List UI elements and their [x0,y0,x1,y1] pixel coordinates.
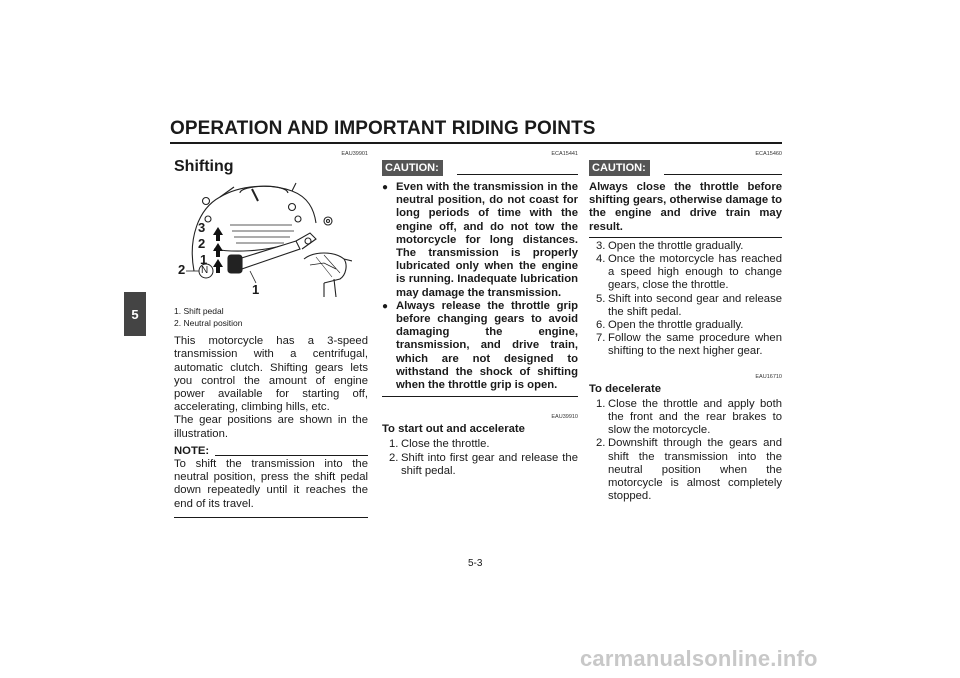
note-header [174,445,368,458]
step-number: 2. [389,451,399,464]
note-end-rule [174,517,368,518]
bullet-text: Always release the throttle grip before changing gears to avoid damaging the engine, transmission, and drive train, which are not designed to withstand the shock of shifting when the throttle grip is open. [396,299,578,392]
step-text: Open the throttle gradually. [608,319,744,332]
step-text: Close the throttle. [401,438,490,451]
caution-header [589,160,782,176]
page-header: OPERATION AND IMPORTANT RIDING POINTS [170,118,596,139]
section-code: ECA15441 [551,151,578,157]
section-code: EAU39901 [341,151,368,157]
bullet-dot-icon: ● [382,300,389,312]
shift-pedal-callout-number: 1 [252,282,260,298]
section-heading: Shifting [174,158,234,175]
step-text: Open the throttle gradually. [608,239,744,252]
step-item [382,438,578,451]
step-number: 1. [389,438,399,451]
step-number: 1. [596,397,606,410]
shift-pedal-illustration [174,179,352,297]
watermark: carmanualsonline.info [580,646,818,671]
step-item [589,398,782,438]
step-number: 7. [596,332,606,345]
caption-item: 2. Neutral position [174,318,243,329]
step-text: Shift into first gear and release the shift pedal. [401,451,578,477]
caution-label: CAUTION: [382,160,443,176]
step-number: 2. [596,437,606,450]
caution-end-rule [589,237,782,238]
body-paragraph: This motorcycle has a 3-speed transmission with a centrifugal, automatic clutch. Shifting gears lets you control the amount of engine power available for starting off, accelerating, climbing hills, etc. [174,335,368,414]
caution-header [382,160,578,176]
bullet-text: Even with the transmission in the neutral position, do not coast for long periods of time with the engine off, and do not tow the motorcycle for long distances. The transmission is properly lubricated only when the engine is running. Inadequate lubrication may damage the transmission. [396,181,578,299]
body-paragraph: The gear positions are shown in the illustration. [174,414,368,440]
gear-1-label: 1 [200,252,208,268]
caption-item: 1. Shift pedal [174,306,224,317]
note-rule [215,455,368,456]
step-item [589,240,782,253]
chapter-tab: 5 [124,292,146,336]
step-text: Once the motorcycle has reached a speed high enough to change gears, close the throttle. [608,253,782,292]
caution-label: CAUTION: [589,160,650,176]
section-code: ECA15460 [755,151,782,157]
bullet-dot-icon: ● [382,182,389,193]
subheading: To decelerate [589,382,661,395]
caution-bullet [382,181,578,300]
step-item [589,253,782,293]
step-item [589,332,782,358]
figure-captions [174,305,368,329]
section-code: EAU39910 [551,414,578,421]
note-text: To shift the transmission into the neutral position, press the shift pedal down repeatedly until it reaches the end of its travel. [174,458,368,510]
column-2 [382,150,578,478]
step-text: Downshift through the gears and shift the transmission into the neutral position when the motorcycle is almost completely stopped. [608,437,782,503]
caution-rule [664,174,782,175]
step-number: 5. [596,292,606,305]
column-1 [174,150,368,518]
note-label: NOTE: [174,444,210,457]
caution-bullet [382,300,578,392]
neutral-callout-number: 2 [178,262,186,278]
step-number: 3. [596,239,606,252]
step-number: 6. [596,319,606,332]
caution-end-rule [382,396,578,397]
caution-text: Always close the throttle before shifting gears, otherwise damage to the engine and drive train may result. [589,181,782,233]
gear-2-label: 2 [198,236,206,252]
step-item [589,437,782,503]
column-3 [589,150,782,503]
step-item [589,319,782,332]
subheading: To start out and accelerate [382,423,525,436]
neutral-symbol: N [201,265,209,277]
page-number: 5-3 [468,558,483,569]
gear-3-label: 3 [198,220,206,236]
step-text: Shift into second gear and release the shift pedal. [608,292,782,318]
step-text: Follow the same procedure when shifting to the next higher gear. [608,332,782,358]
caution-rule [457,174,578,175]
header-rule [170,142,782,144]
step-item [589,293,782,319]
step-item [382,452,578,478]
step-number: 4. [596,253,606,266]
section-code: EAU16710 [755,373,782,380]
step-text: Close the throttle and apply both the front and the rear brakes to slow the motorcycle. [608,397,782,437]
